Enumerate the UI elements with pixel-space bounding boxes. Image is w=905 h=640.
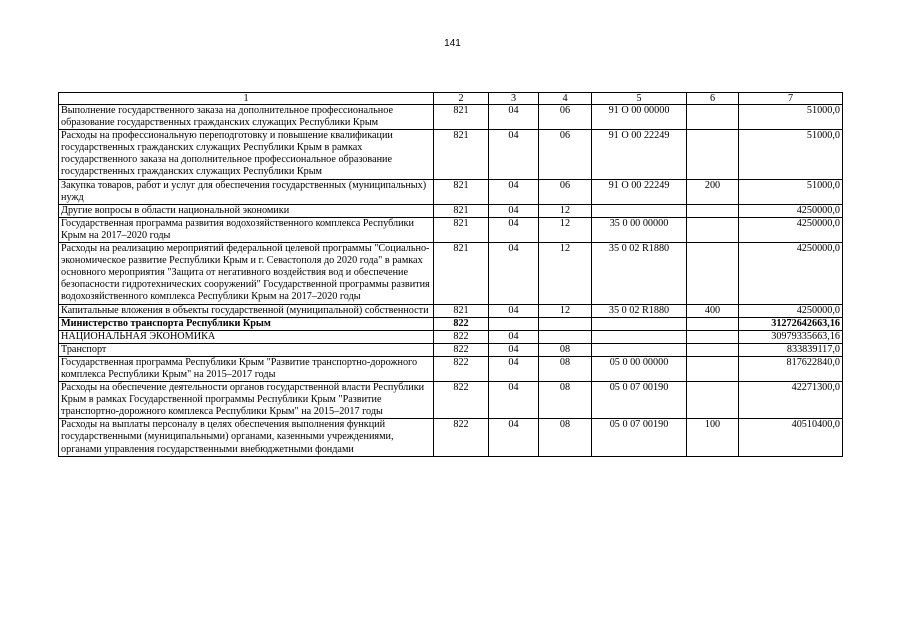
section-code-cell: 04	[489, 356, 539, 381]
table-row	[59, 130, 843, 179]
subsection-code-cell: 08	[539, 419, 592, 456]
subsection-code-cell: 12	[539, 217, 592, 242]
admin-code-cell: 821	[434, 130, 489, 179]
subsection-code-cell: 08	[539, 343, 592, 356]
table-row	[59, 382, 843, 419]
target-article-cell: 05 0 07 00190	[592, 419, 687, 456]
amount-cell: 51000,0	[739, 105, 843, 130]
item-name-cell: Расходы на обеспечение деятельности органов государственной власти Республики Крым в рамках Государственной программы Республики Крым "Развитие транспортно-дорожного комплекса Республики Крым" на 2015–2017 годы	[59, 382, 434, 419]
target-article-cell	[592, 343, 687, 356]
subsection-code-cell: 12	[539, 204, 592, 217]
item-name-cell: Выполнение государственного заказа на дополнительное профессиональное образование государственных гражданских служащих Республики Крым	[59, 105, 434, 130]
section-code-cell: 04	[489, 105, 539, 130]
subsection-code-cell: 12	[539, 304, 592, 317]
amount-cell: 4250000,0	[739, 217, 843, 242]
table-row	[59, 419, 843, 456]
expense-type-cell	[687, 217, 739, 242]
item-name-cell: НАЦИОНАЛЬНАЯ ЭКОНОМИКА	[59, 330, 434, 343]
admin-code-cell: 822	[434, 330, 489, 343]
subsection-code-cell: 06	[539, 130, 592, 179]
item-name-cell: Государственная программа Республики Крым "Развитие транспортно-дорожного комплекса Республики Крым" на 2015–2017 годы	[59, 356, 434, 381]
section-code-cell: 04	[489, 330, 539, 343]
table-row	[59, 330, 843, 343]
section-code-cell: 04	[489, 419, 539, 456]
header-cell: 3	[489, 93, 539, 105]
table-row	[59, 343, 843, 356]
expense-type-cell	[687, 317, 739, 330]
amount-cell: 40510400,0	[739, 419, 843, 456]
target-article-cell: 05 0 00 00000	[592, 356, 687, 381]
section-code-cell: 04	[489, 343, 539, 356]
expense-type-cell: 400	[687, 304, 739, 317]
subsection-code-cell	[539, 317, 592, 330]
subsection-code-cell	[539, 330, 592, 343]
table-row	[59, 356, 843, 381]
target-article-cell: 91 О 00 22249	[592, 130, 687, 179]
amount-cell: 42271300,0	[739, 382, 843, 419]
admin-code-cell: 821	[434, 105, 489, 130]
section-code-cell: 04	[489, 304, 539, 317]
admin-code-cell: 821	[434, 179, 489, 204]
expense-type-cell	[687, 204, 739, 217]
admin-code-cell: 821	[434, 204, 489, 217]
expense-type-cell: 200	[687, 179, 739, 204]
admin-code-cell: 822	[434, 317, 489, 330]
item-name-cell: Капитальные вложения в объекты государственной (муниципальной) собственности	[59, 304, 434, 317]
header-cell: 2	[434, 93, 489, 105]
expense-type-cell	[687, 343, 739, 356]
target-article-cell: 91 О 00 00000	[592, 105, 687, 130]
amount-cell: 31272642663,16	[739, 317, 843, 330]
expense-type-cell	[687, 105, 739, 130]
admin-code-cell: 822	[434, 343, 489, 356]
page-number: 141	[444, 38, 461, 49]
section-code-cell: 04	[489, 382, 539, 419]
table-row	[59, 179, 843, 204]
section-code-cell: 04	[489, 130, 539, 179]
amount-cell: 30979335663,16	[739, 330, 843, 343]
expense-type-cell	[687, 130, 739, 179]
item-name-cell: Расходы на профессиональную переподготовку и повышение квалификации государственных гражданских служащих Республики Крым в рамках государственного заказа на дополнительное профессиональное образование государственных гражданских служащих Республики Крым	[59, 130, 434, 179]
section-code-cell	[489, 317, 539, 330]
subsection-code-cell: 06	[539, 105, 592, 130]
header-row	[59, 93, 843, 105]
item-name-cell: Министерство транспорта Республики Крым	[59, 317, 434, 330]
header-cell: 7	[739, 93, 843, 105]
expense-type-cell: 100	[687, 419, 739, 456]
section-code-cell: 04	[489, 243, 539, 304]
amount-cell: 51000,0	[739, 179, 843, 204]
amount-cell: 4250000,0	[739, 243, 843, 304]
admin-code-cell: 822	[434, 419, 489, 456]
header-cell: 1	[59, 93, 434, 105]
amount-cell: 4250000,0	[739, 304, 843, 317]
section-code-cell: 04	[489, 204, 539, 217]
admin-code-cell: 821	[434, 217, 489, 242]
table-row	[59, 105, 843, 130]
amount-cell: 4250000,0	[739, 204, 843, 217]
section-code-cell: 04	[489, 217, 539, 242]
expense-type-cell	[687, 330, 739, 343]
item-name-cell: Закупка товаров, работ и услуг для обеспечения государственных (муниципальных) нужд	[59, 179, 434, 204]
item-name-cell: Государственная программа развития водохозяйственного комплекса Республики Крым на 2017–2020 годы	[59, 217, 434, 242]
amount-cell: 51000,0	[739, 130, 843, 179]
target-article-cell	[592, 204, 687, 217]
amount-cell: 833839117,0	[739, 343, 843, 356]
header-cell: 4	[539, 93, 592, 105]
table-row	[59, 317, 843, 330]
amount-cell: 817622840,0	[739, 356, 843, 381]
subsection-code-cell: 06	[539, 179, 592, 204]
header-cell: 5	[592, 93, 687, 105]
admin-code-cell: 821	[434, 243, 489, 304]
target-article-cell	[592, 317, 687, 330]
item-name-cell: Другие вопросы в области национальной экономики	[59, 204, 434, 217]
expense-type-cell	[687, 382, 739, 419]
item-name-cell: Транспорт	[59, 343, 434, 356]
target-article-cell: 05 0 07 00190	[592, 382, 687, 419]
target-article-cell: 35 0 02 R1880	[592, 304, 687, 317]
target-article-cell	[592, 330, 687, 343]
item-name-cell: Расходы на выплаты персоналу в целях обеспечения выполнения функций государственными (муниципальными) органами, казенными учреждениями, органами управления государственными внебюджетными фондами	[59, 419, 434, 456]
target-article-cell: 91 О 00 22249	[592, 179, 687, 204]
subsection-code-cell: 08	[539, 382, 592, 419]
table-row	[59, 217, 843, 242]
budget-table	[58, 92, 843, 457]
item-name-cell: Расходы на реализацию мероприятий федеральной целевой программы "Социально-экономическое развитие Республики Крым и г. Севастополя до 2020 года" в рамках основного мероприятия "Защита от негативного воздействия вод и обеспечение безопасности гидротехнических сооружений" Государственной программы развития водохозяйственного комплекса Республики Крым на 2017–2020 годы	[59, 243, 434, 304]
expense-type-cell	[687, 356, 739, 381]
budget-table-body	[59, 105, 843, 457]
expense-type-cell	[687, 243, 739, 304]
admin-code-cell: 822	[434, 356, 489, 381]
admin-code-cell: 822	[434, 382, 489, 419]
table-row	[59, 243, 843, 304]
target-article-cell: 35 0 02 R1880	[592, 243, 687, 304]
subsection-code-cell: 12	[539, 243, 592, 304]
section-code-cell: 04	[489, 179, 539, 204]
header-cell: 6	[687, 93, 739, 105]
table-row	[59, 304, 843, 317]
table-row	[59, 204, 843, 217]
target-article-cell: 35 0 00 00000	[592, 217, 687, 242]
subsection-code-cell: 08	[539, 356, 592, 381]
admin-code-cell: 821	[434, 304, 489, 317]
